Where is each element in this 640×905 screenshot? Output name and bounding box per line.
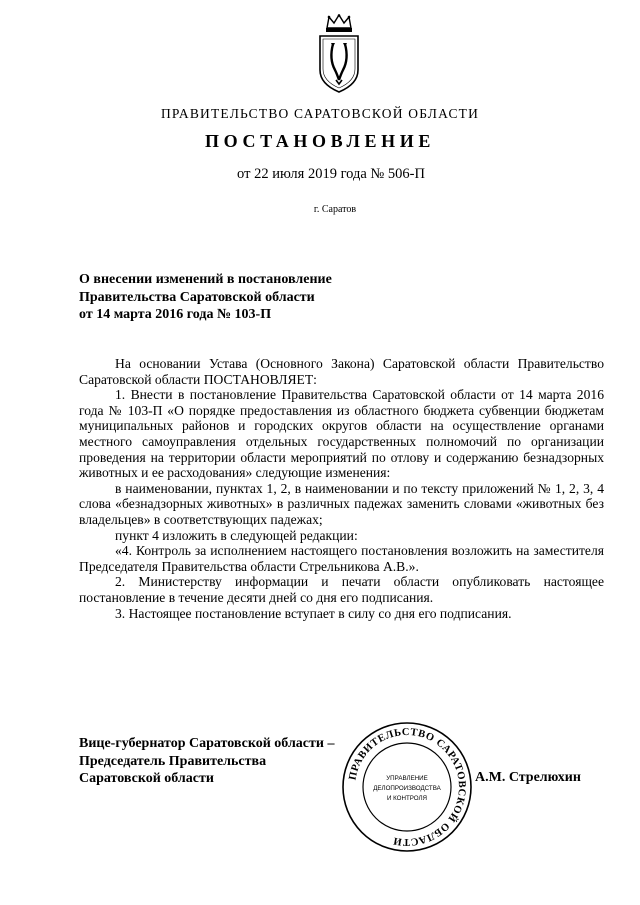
document-body	[79, 356, 604, 621]
document-date-number: от 22 июля 2019 года № 506-П	[237, 166, 425, 182]
subject-line: О внесении изменений в постановление	[79, 272, 332, 287]
stamp-inner-line: ДЕЛОПРОИЗВОДСТВА	[373, 785, 441, 792]
government-name: ПРАВИТЕЛЬСТВО САРАТОВСКОЙ ОБЛАСТИ	[160, 106, 480, 121]
subject-line: Правительства Саратовской области	[79, 289, 315, 305]
body-paragraph: пункт 4 изложить в следующей редакции:	[115, 527, 358, 543]
stamp-inner-line: И КОНТРОЛЯ	[386, 795, 428, 802]
signatory-position-line: Саратовской области	[79, 771, 214, 786]
stamp-outer-text: ПРАВИТЕЛЬСТВО САРАТОВСКОЙ ОБЛАСТИ	[347, 726, 468, 848]
body-paragraph: в наименовании, пунктах 1, 2, в наименовании и по тексту приложений № 1, 2, 3, 4 слова «безнадзорных животных» в различных падежах заменить словами «животных без владельцев» в соответствующих падежах;	[79, 480, 604, 527]
official-stamp	[340, 720, 474, 854]
body-paragraph: 2. Министерству информации и печати области опубликовать настоящее постановление в течение десяти дней со дня его подписания.	[79, 574, 604, 605]
subject-line: от 14 марта 2016 года № 103-П	[79, 307, 272, 322]
signatory-position-line: Вице-губернатор Саратовской области –	[79, 736, 335, 751]
stamp-inner-line: УПРАВЛЕНИЕ	[386, 775, 428, 782]
document-subject	[79, 271, 409, 324]
signatory-position	[79, 735, 334, 788]
body-paragraph: 1. Внести в постановление Правительства Саратовской области от 14 марта 2016 года № 103-П «О порядке предоставления из областного бюджета субвенции бюджетам муниципальных районов и городских округов области на осуществление органами местного самоуправления отдельных государственных полномочий по организации проведения на территории области мероприятий по отлову и содержанию безнадзорных животных и ее расходования» следующие изменения:	[79, 387, 604, 481]
signatory-position-line: Председатель Правительства	[79, 753, 267, 769]
saratov-coat-of-arms-icon	[316, 14, 362, 94]
document-type-title: ПОСТАНОВЛЕНИЕ	[205, 131, 435, 151]
body-paragraph: «4. Контроль за исполнением настоящего постановления возложить на заместителя Председателя Правительства области Стрельникова А.В.».	[79, 543, 604, 574]
document-city: г. Саратов	[313, 204, 357, 215]
body-paragraph: 3. Настоящее постановление вступает в силу со дня его подписания.	[115, 605, 512, 621]
body-paragraph: На основании Устава (Основного Закона) Саратовской области Правительство Саратовской области ПОСТАНОВЛЯЕТ:	[79, 356, 604, 387]
signatory-name: А.М. Стрелюхин	[475, 770, 581, 785]
